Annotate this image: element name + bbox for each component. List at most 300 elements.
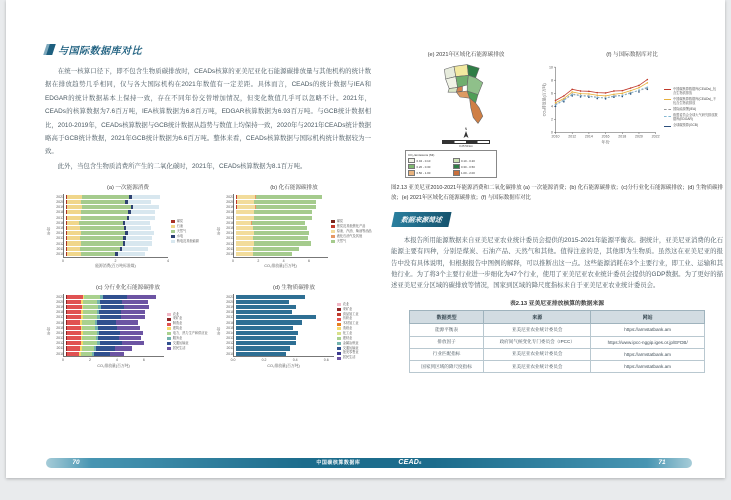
svg-text:CO₂排放量(百万吨): CO₂排放量(百万吨) xyxy=(541,83,547,117)
armenia-map xyxy=(435,61,497,127)
bar-segment xyxy=(82,336,96,340)
line-plot xyxy=(541,61,662,155)
bar-segment xyxy=(236,300,289,304)
book-spread xyxy=(6,0,725,478)
data-point xyxy=(555,106,557,108)
data-point xyxy=(605,98,607,100)
bar-segment xyxy=(67,341,81,345)
legend-item xyxy=(171,235,211,239)
class-swatch xyxy=(408,158,415,163)
legend-swatch xyxy=(337,323,341,326)
year-tick-label: 2013 xyxy=(226,336,234,341)
year-tick-label: 2011 xyxy=(226,346,234,351)
legend-item xyxy=(664,114,719,122)
bar-row xyxy=(226,336,334,341)
legend-swatch xyxy=(337,357,341,360)
legend-label: 石油 xyxy=(176,223,184,228)
map-legend-class xyxy=(453,164,495,169)
x-tick-label: 0.4 xyxy=(292,358,298,363)
bar-segment xyxy=(125,241,152,245)
table-cell: 排放因子 xyxy=(410,336,484,348)
class-range: 0.50 - 1.00 xyxy=(416,170,431,175)
year-tick-label: 2018 xyxy=(226,310,234,315)
legend-item xyxy=(331,230,373,234)
bar-segment xyxy=(99,310,121,314)
data-point xyxy=(621,92,623,94)
svg-text:2016: 2016 xyxy=(601,134,610,139)
legend-label: 交通运输业 xyxy=(172,340,189,345)
bar-segment xyxy=(236,252,252,256)
legend-label: 食品加工业 xyxy=(342,311,359,316)
bar-segment xyxy=(124,305,149,309)
svg-text:6: 6 xyxy=(550,91,553,96)
bar-segment xyxy=(125,221,149,225)
svg-text:2020: 2020 xyxy=(634,134,643,139)
bar-segment xyxy=(98,326,118,330)
bar-segment xyxy=(98,336,118,340)
bar-segment xyxy=(100,315,121,319)
map-title: (e) 2021年区域化石能源碳排放 xyxy=(427,52,505,58)
map-legend-class xyxy=(453,158,495,163)
bar-row xyxy=(226,315,334,320)
legend-label: 欧盟委员会全球大气研究排放数据库(EDGAR) xyxy=(673,113,718,122)
class-swatch xyxy=(453,164,460,169)
legend-swatch xyxy=(171,230,175,233)
data-point xyxy=(638,85,640,87)
bar-segment xyxy=(236,210,253,214)
bar-row xyxy=(226,325,334,330)
chart-database-comparison xyxy=(541,50,723,178)
legend-swatch xyxy=(331,235,335,238)
year-tick-label: 2010 xyxy=(56,251,64,256)
chart-title: (c) 分行业化石能源碳排放 xyxy=(95,285,160,291)
bar-segment xyxy=(83,315,97,319)
svg-text:10: 10 xyxy=(548,65,553,70)
svg-text:2022: 2022 xyxy=(651,134,660,139)
figure-caption: 图2.13 亚美尼亚2010-2021年能源消费和二氧化碳排放 (a) 一次能源消费；(b) 化石能源碳排放；(c)分行业化石能源碳排放；(d) 生物质碳排放；(e) 2021年区域化石能源碳排放；(f) 与国际数据库对比 xyxy=(391,185,723,201)
legend-item xyxy=(337,337,373,341)
bar-segment xyxy=(119,336,141,340)
legend-label: 服务业 xyxy=(172,335,183,340)
data-point xyxy=(613,90,615,92)
bar-segment xyxy=(67,346,80,350)
legend-item xyxy=(337,342,373,346)
chart-biomass-emissions xyxy=(215,283,373,369)
class-swatch xyxy=(453,158,460,163)
legend-swatch xyxy=(167,327,171,330)
legend-label: 天然气 xyxy=(176,228,187,233)
bar-segment xyxy=(67,252,81,256)
x-tick-label: 2 xyxy=(88,358,91,363)
ceads-logo: CEADs xyxy=(398,459,422,467)
bar-segment xyxy=(67,241,81,245)
table-header-cell: 网站 xyxy=(591,311,705,324)
bar-row xyxy=(226,199,328,205)
map-legend-class xyxy=(408,164,450,169)
bar-segment xyxy=(67,305,82,309)
bar-row xyxy=(56,310,164,315)
bar-segment xyxy=(79,221,123,225)
legend-label: 农业 xyxy=(172,311,180,316)
bar-segment xyxy=(256,205,316,209)
legend-swatch xyxy=(331,240,335,243)
bar-row xyxy=(56,225,168,230)
bar-segment xyxy=(80,226,124,230)
legend-label: 化工业 xyxy=(342,330,353,335)
right-page xyxy=(391,50,723,373)
section-title xyxy=(45,42,371,57)
bar-segment xyxy=(97,320,116,324)
bar-segment xyxy=(122,341,144,345)
year-tick-label: 2021 xyxy=(226,294,234,299)
legend-swatch xyxy=(167,347,171,350)
title-bar-icon xyxy=(46,44,56,55)
data-point xyxy=(613,96,615,98)
legend-swatch xyxy=(337,337,341,340)
svg-text:0: 0 xyxy=(550,130,553,135)
legend-swatch xyxy=(337,347,341,350)
data-source-table xyxy=(409,310,705,373)
bar-segment xyxy=(83,305,97,309)
bar-segment xyxy=(83,331,97,335)
bar-row xyxy=(56,205,168,210)
bar-segment xyxy=(237,205,256,209)
bar-row xyxy=(56,341,164,346)
legend-swatch xyxy=(331,225,335,228)
legend-swatch xyxy=(337,303,341,306)
year-tick-label: 2019 xyxy=(226,205,234,210)
data-point xyxy=(571,91,573,93)
x-tick-label: 0 xyxy=(62,358,64,363)
bar-segment xyxy=(117,326,139,330)
bar-segment xyxy=(67,300,81,304)
bar-row xyxy=(56,241,168,246)
bar-row xyxy=(226,320,334,325)
data-point xyxy=(555,100,557,102)
bar-segment xyxy=(237,200,254,204)
bar-segment xyxy=(256,195,322,199)
bar-segment xyxy=(254,200,315,204)
year-tick-label: 2015 xyxy=(226,325,234,330)
chart-title: (d) 生物质碳排放 xyxy=(273,285,315,291)
year-tick-label: 2013 xyxy=(226,236,234,241)
legend-item xyxy=(337,308,373,312)
class-swatch xyxy=(453,170,460,175)
bar-segment xyxy=(128,231,154,235)
data-point xyxy=(596,94,598,96)
data-point xyxy=(638,89,640,91)
year-tick-label: 2010 xyxy=(56,351,64,356)
y-axis-label: 年份 xyxy=(216,227,220,236)
bar-segment xyxy=(236,320,303,324)
bar-segment xyxy=(67,221,80,225)
x-tick-label: 4 xyxy=(282,258,285,263)
bar-segment xyxy=(94,352,110,356)
bar-segment xyxy=(67,210,81,214)
bar-row xyxy=(56,299,164,304)
legend-label: 居民生活 xyxy=(342,355,356,360)
legend-label: 采矿业 xyxy=(342,306,353,311)
bar-row xyxy=(56,336,164,341)
class-range: 0.10 - 0.20 xyxy=(461,158,475,163)
bar-segment xyxy=(236,331,298,335)
year-tick-label: 2010 xyxy=(226,351,234,356)
bar-row xyxy=(226,205,328,210)
bar-segment xyxy=(83,310,97,314)
legend-label: 焦炭及其他焦化产品 xyxy=(336,223,366,228)
bar-row xyxy=(56,246,168,251)
bar-row xyxy=(226,215,328,220)
bar-segment xyxy=(121,315,145,319)
x-axis-label: CO₂排放量(百万吨) xyxy=(264,264,297,268)
bar-segment xyxy=(254,210,311,214)
x-tick-label: 6 xyxy=(308,258,310,263)
legend-item xyxy=(167,337,211,341)
data-source-table-block xyxy=(391,298,723,373)
bar-segment xyxy=(236,247,252,251)
year-tick-label: 2012 xyxy=(56,241,64,246)
bar-segment xyxy=(110,352,124,356)
data-point xyxy=(646,82,648,84)
data-point xyxy=(646,79,648,81)
bar-row xyxy=(226,310,334,315)
bar-segment xyxy=(129,216,155,220)
year-tick-label: 2017 xyxy=(226,315,234,320)
bar-segment xyxy=(67,195,82,199)
bar-segment xyxy=(128,200,151,204)
bar-segment xyxy=(237,195,256,199)
table-row xyxy=(410,336,705,348)
x-axis xyxy=(63,356,164,363)
data-point xyxy=(563,95,565,97)
bar-row xyxy=(56,320,164,325)
map-legend-class xyxy=(453,170,495,175)
bar-segment xyxy=(253,236,308,240)
bar-row xyxy=(56,220,168,225)
class-range: 0.30 - 0.50 xyxy=(461,164,475,169)
year-tick-label: 2012 xyxy=(226,241,234,246)
year-tick-label: 2011 xyxy=(56,346,64,351)
legend-label: 中国碳核算数据库(CEADs)_不包含生物质排放 xyxy=(673,96,717,105)
bar-row xyxy=(226,330,334,335)
x-tick-label: 4 xyxy=(115,358,118,363)
map-legend-class xyxy=(408,158,450,163)
bar-segment xyxy=(253,252,292,256)
website-link[interactable]: https://www.ipcc-nggip.iges.or.jp/EFDB/ xyxy=(591,336,705,348)
left-paragraph-2: 此外，当包含生物质消费所产生的二氧化碳时，2021年，CEADs核算数据为8.1百万吨。 xyxy=(57,162,307,170)
chart-fossil-emissions xyxy=(215,183,373,269)
legend-item xyxy=(664,98,719,106)
bar-segment xyxy=(100,300,122,304)
x-tick-label: 2 xyxy=(114,258,117,263)
legend-swatch xyxy=(167,342,171,345)
legend-label: 居民生活 xyxy=(172,345,186,350)
data-point xyxy=(596,92,598,94)
plot-area xyxy=(56,294,164,356)
bar-segment xyxy=(236,295,306,299)
bar-segment xyxy=(80,247,120,251)
bar-row xyxy=(56,294,164,299)
map-region-kotayk xyxy=(456,75,469,87)
bar-segment xyxy=(67,236,80,240)
legend-swatch xyxy=(337,318,341,321)
x-axis-label: 能源消费(百万吨标准煤) xyxy=(95,264,136,268)
class-swatch xyxy=(408,164,415,169)
chart-legend xyxy=(334,294,373,369)
data-point xyxy=(588,91,590,93)
data-point xyxy=(555,102,557,104)
legend-line-sample xyxy=(664,116,671,117)
legend-swatch xyxy=(337,352,341,355)
website-link[interactable]: https://armstatbank.am xyxy=(591,348,705,360)
bar-segment xyxy=(67,336,81,340)
bar-segment xyxy=(131,210,155,214)
bar-row xyxy=(56,231,168,236)
bar-segment xyxy=(84,295,100,299)
data-point xyxy=(646,86,648,88)
bar-segment xyxy=(252,221,305,225)
data-point xyxy=(605,92,607,94)
left-paragraph-1: 在统一核算口径下，即不包含生物质碳排放时，CEADs核算的亚美尼亚化石能源碳排放量与其他机构的统计数据在排放趋势几乎相同，仅与各大国际机构在2021年数值有一定差距。具体而言，CEADs的统计数据与IEA和EDGAR的统计数据基本上保持一致，存在不同年份交替增加情况，但变化数值几乎可以忽略不计。2021年，CEADs的核算数据为7.6百万吨，IEA核算数据为6.8百万吨，EDGAR核算数据为6.93百万吨。与GCB统计数据相比，2010-2019年，CEADs核算数据与GCB统计数据从趋势与数值上均保持一致，2020年与2021年CEADs统计数据略高于GCB统计数据，2021年GCB统计数据为6.6百万吨。整体来看，CEADs核算数据与国际机构统计数据较为一致。 xyxy=(45,68,371,156)
bar-row xyxy=(56,236,168,241)
bar-segment xyxy=(82,205,131,209)
legend-line-sample xyxy=(664,89,671,90)
x-tick-label: 0 xyxy=(232,258,234,263)
chart-title: (a) 一次能源消费 xyxy=(107,185,149,192)
table-row xyxy=(410,324,705,336)
footer-series-title: 中国碳核算数据库 xyxy=(316,460,361,467)
legend-item xyxy=(331,235,373,239)
bar-row xyxy=(226,210,328,215)
year-tick-label: 2014 xyxy=(56,330,64,335)
legend-label: 交通运输业 xyxy=(342,345,359,350)
legend-swatch xyxy=(167,318,171,321)
table-cell: 能源平衡表 xyxy=(410,324,484,336)
bar-segment xyxy=(236,346,291,350)
bar-segment xyxy=(132,195,160,199)
x-tick-label: 0.2 xyxy=(261,358,267,363)
data-point xyxy=(588,93,590,95)
page-number-left: 70 xyxy=(72,459,80,467)
class-range: 1.00 - 2.00 xyxy=(461,170,475,175)
year-tick-label: 2011 xyxy=(226,246,234,251)
bar-row xyxy=(56,304,164,309)
year-tick-label: 2015 xyxy=(226,225,234,230)
data-point xyxy=(630,93,632,95)
data-point xyxy=(580,90,582,92)
year-tick-label: 2017 xyxy=(226,215,234,220)
page-number-right: 71 xyxy=(658,459,666,467)
legend-item xyxy=(171,230,211,234)
table-header-row xyxy=(410,311,705,324)
bar-segment xyxy=(81,200,126,204)
legend-line-sample xyxy=(664,109,671,110)
legend-swatch xyxy=(171,225,175,228)
bar-segment xyxy=(67,295,83,299)
plot-area xyxy=(226,294,334,356)
website-link[interactable]: https://armstatbank.am xyxy=(591,360,705,372)
map-region-lori xyxy=(454,65,468,77)
year-tick-label: 2014 xyxy=(56,231,64,236)
bar-segment xyxy=(99,331,120,335)
year-tick-label: 2015 xyxy=(56,225,64,230)
legend-swatch xyxy=(171,220,175,223)
table-cell: 行业匹配指标 xyxy=(410,348,484,360)
map-legend-title: CO₂ Emissions (Mt) xyxy=(408,152,435,157)
bar-segment xyxy=(126,226,150,230)
chart-legend xyxy=(164,294,211,369)
data-point xyxy=(630,90,632,92)
legend-label: 中国碳核算数据库(CEADs)_包含生物质排放 xyxy=(673,86,717,95)
legend-swatch xyxy=(167,337,171,340)
x-tick-label: 2 xyxy=(257,258,260,263)
legend-label: 原油、汽油、柴油等油品 xyxy=(336,228,372,233)
bar-segment xyxy=(81,231,126,235)
x-axis xyxy=(230,356,334,363)
data-source-header-badge: 数据来源简述 xyxy=(391,212,451,227)
data-point xyxy=(630,87,632,89)
bar-row xyxy=(226,225,328,230)
bar-segment xyxy=(81,210,128,214)
bar-segment xyxy=(67,331,81,335)
website-link[interactable]: https://armstatbank.am xyxy=(591,324,705,336)
y-axis-label: 年份 xyxy=(216,327,220,336)
bar-row xyxy=(56,210,168,215)
map-legend-classes xyxy=(408,158,494,176)
legend-swatch xyxy=(167,332,171,335)
bar-segment xyxy=(236,231,253,235)
north-arrow-icon: N xyxy=(391,128,541,139)
footer-bar xyxy=(46,458,692,468)
legend-label: 全球碳预算(GCB) xyxy=(673,123,698,128)
bar-row xyxy=(226,304,334,309)
class-swatch xyxy=(408,170,415,175)
bar-segment xyxy=(67,216,81,220)
legend-label: 农业 xyxy=(342,301,350,306)
bar-segment xyxy=(236,336,297,340)
year-tick-label: 2021 xyxy=(56,194,64,199)
legend-swatch xyxy=(337,342,341,345)
bar-row xyxy=(56,199,168,205)
year-tick-label: 2016 xyxy=(226,220,234,225)
bar-segment xyxy=(236,226,252,230)
map-footer xyxy=(391,128,541,178)
line-chart-legend xyxy=(662,88,719,128)
x-tick-label: 4 xyxy=(167,258,169,263)
x-tick-label: 0.0 xyxy=(230,358,236,363)
svg-text:4: 4 xyxy=(550,104,553,109)
year-tick-label: 2016 xyxy=(56,220,64,225)
legend-label: 批发零售业 xyxy=(342,350,359,355)
bar-segment xyxy=(81,216,127,220)
bar-segment xyxy=(236,236,252,240)
legend-item xyxy=(167,347,211,351)
legend-label: 煤炭 xyxy=(176,219,184,224)
bar-row xyxy=(226,220,328,225)
legend-item xyxy=(337,356,373,360)
bar-segment xyxy=(67,200,81,204)
legend-item xyxy=(331,240,373,244)
bar-segment xyxy=(100,341,122,345)
data-point xyxy=(580,93,582,95)
table-title: 表2.13 亚美尼亚排放核算的数据来源 xyxy=(509,301,605,308)
legend-label: 煤炭 xyxy=(336,219,344,224)
bar-row xyxy=(226,341,334,346)
bar-segment xyxy=(67,205,82,209)
bar-segment xyxy=(236,326,294,330)
legend-label: 液化石油气及其他 xyxy=(336,233,363,238)
scale-label: 0 25 50 km xyxy=(459,144,473,149)
